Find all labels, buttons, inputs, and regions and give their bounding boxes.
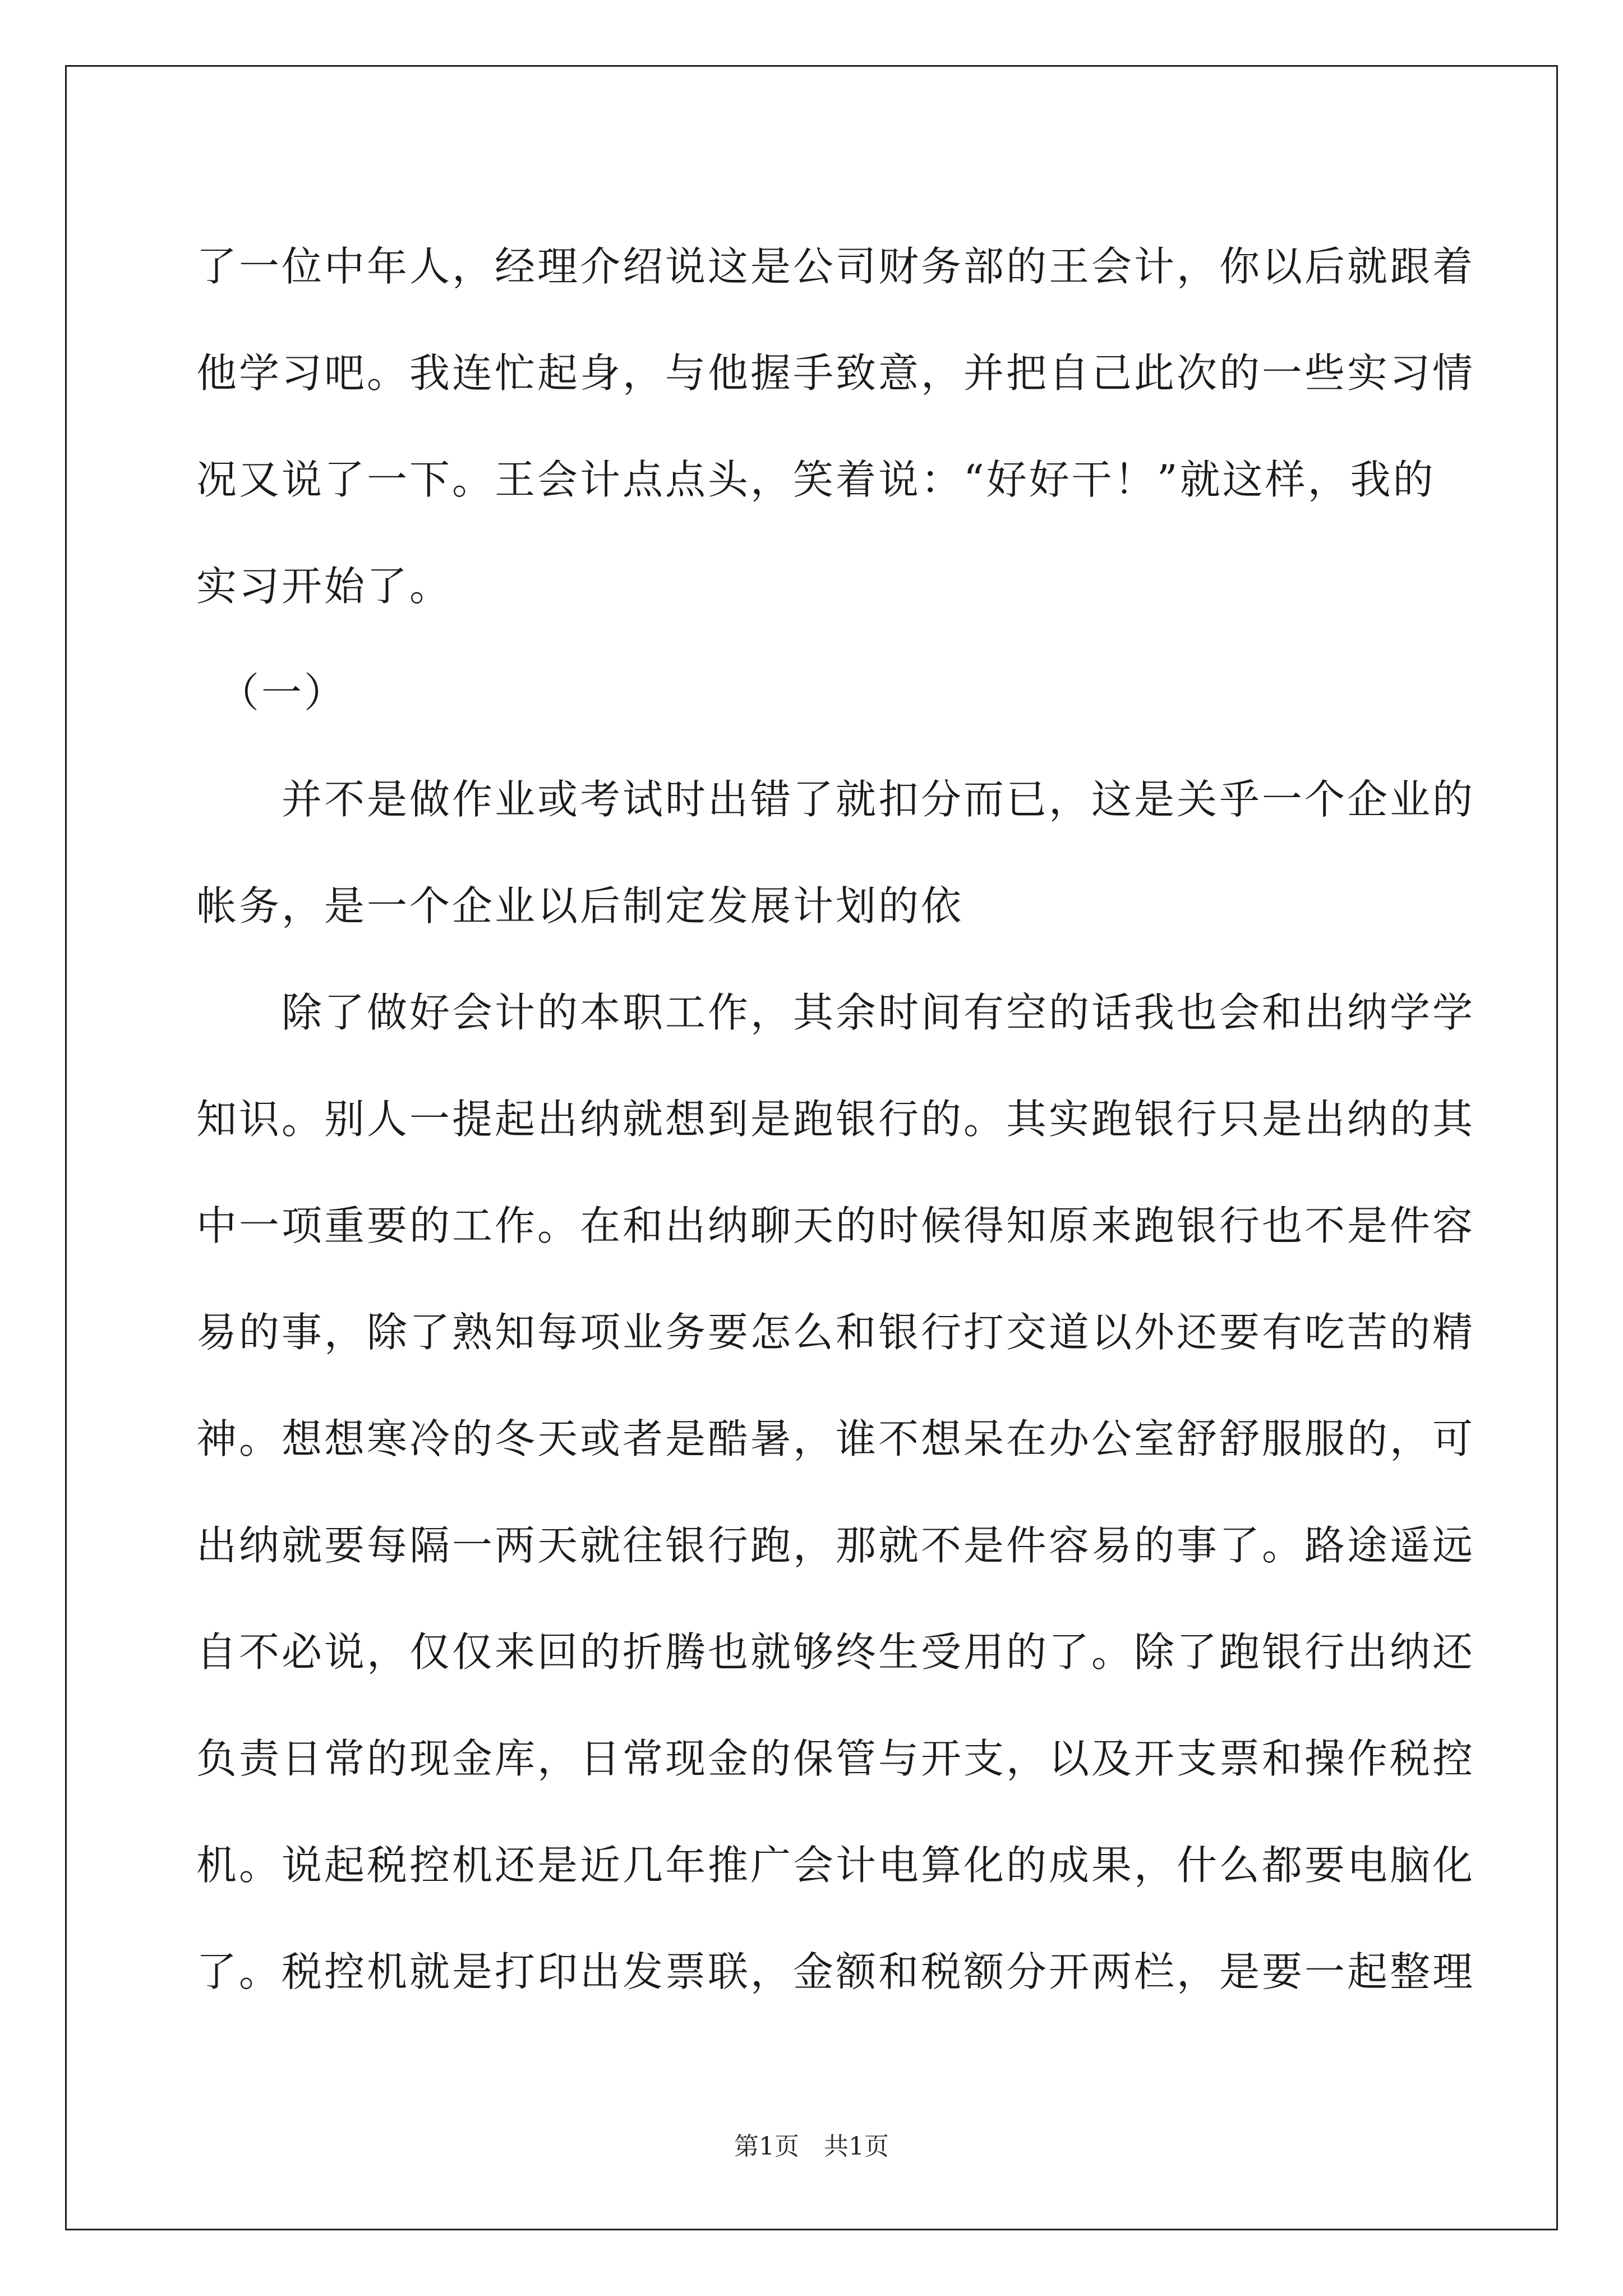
text-line: 负责日常的现金库，日常现金的保管与开支，以及开支票和操作税控: [196, 1735, 1476, 1782]
document-body: [196, 213, 1476, 2025]
text-line: 出纳就要每隔一两天就往银行跑，那就不是件容易的事了。路途遥远: [196, 1522, 1476, 1569]
text-line: 他学习吧。我连忙起身，与他握手致意，并把自己此次的一些实习情: [196, 349, 1476, 397]
text-line: 实习开始了。: [196, 563, 453, 610]
page-footer: 第1页 共1页: [734, 2132, 889, 2161]
text-line: 并不是做作业或考试时出错了就扣分而已，这是关乎一个企业的: [196, 776, 1476, 823]
text-line: 神。想想寒冷的冬天或者是酷暑，谁不想呆在办公室舒舒服服的，可: [196, 1415, 1476, 1462]
text-line: 除了做好会计的本职工作，其余时间有空的话我也会和出纳学学: [196, 989, 1476, 1036]
text-line: 机。说起税控机还是近几年推广会计电算化的成果，什么都要电脑化: [196, 1842, 1476, 1889]
text-line: 中一项重要的工作。在和出纳聊天的时候得知原来跑银行也不是件容: [196, 1202, 1476, 1249]
text-line: 了。税控机就是打印出发票联，金额和税额分开两栏，是要一起整理: [196, 1948, 1476, 1995]
text-line: 易的事，除了熟知每项业务要怎么和银行打交道以外还要有吃苦的精: [196, 1309, 1476, 1356]
text-line: 了一位中年人，经理介绍说这是公司财务部的王会计，你以后就跟着: [196, 243, 1476, 290]
text-line: 帐务，是一个企业以后制定发展计划的依: [196, 882, 964, 930]
text-line: 知识。别人一提起出纳就想到是跑银行的。其实跑银行只是出纳的其: [196, 1096, 1476, 1143]
text-line: 况又说了一下。王会计点点头，笑着说：“好好干！”就这样，我的: [196, 456, 1436, 503]
section-heading: （一）: [196, 669, 347, 716]
text-line: 自不必说，仅仅来回的折腾也就够终生受用的了。除了跑银行出纳还: [196, 1628, 1476, 1676]
